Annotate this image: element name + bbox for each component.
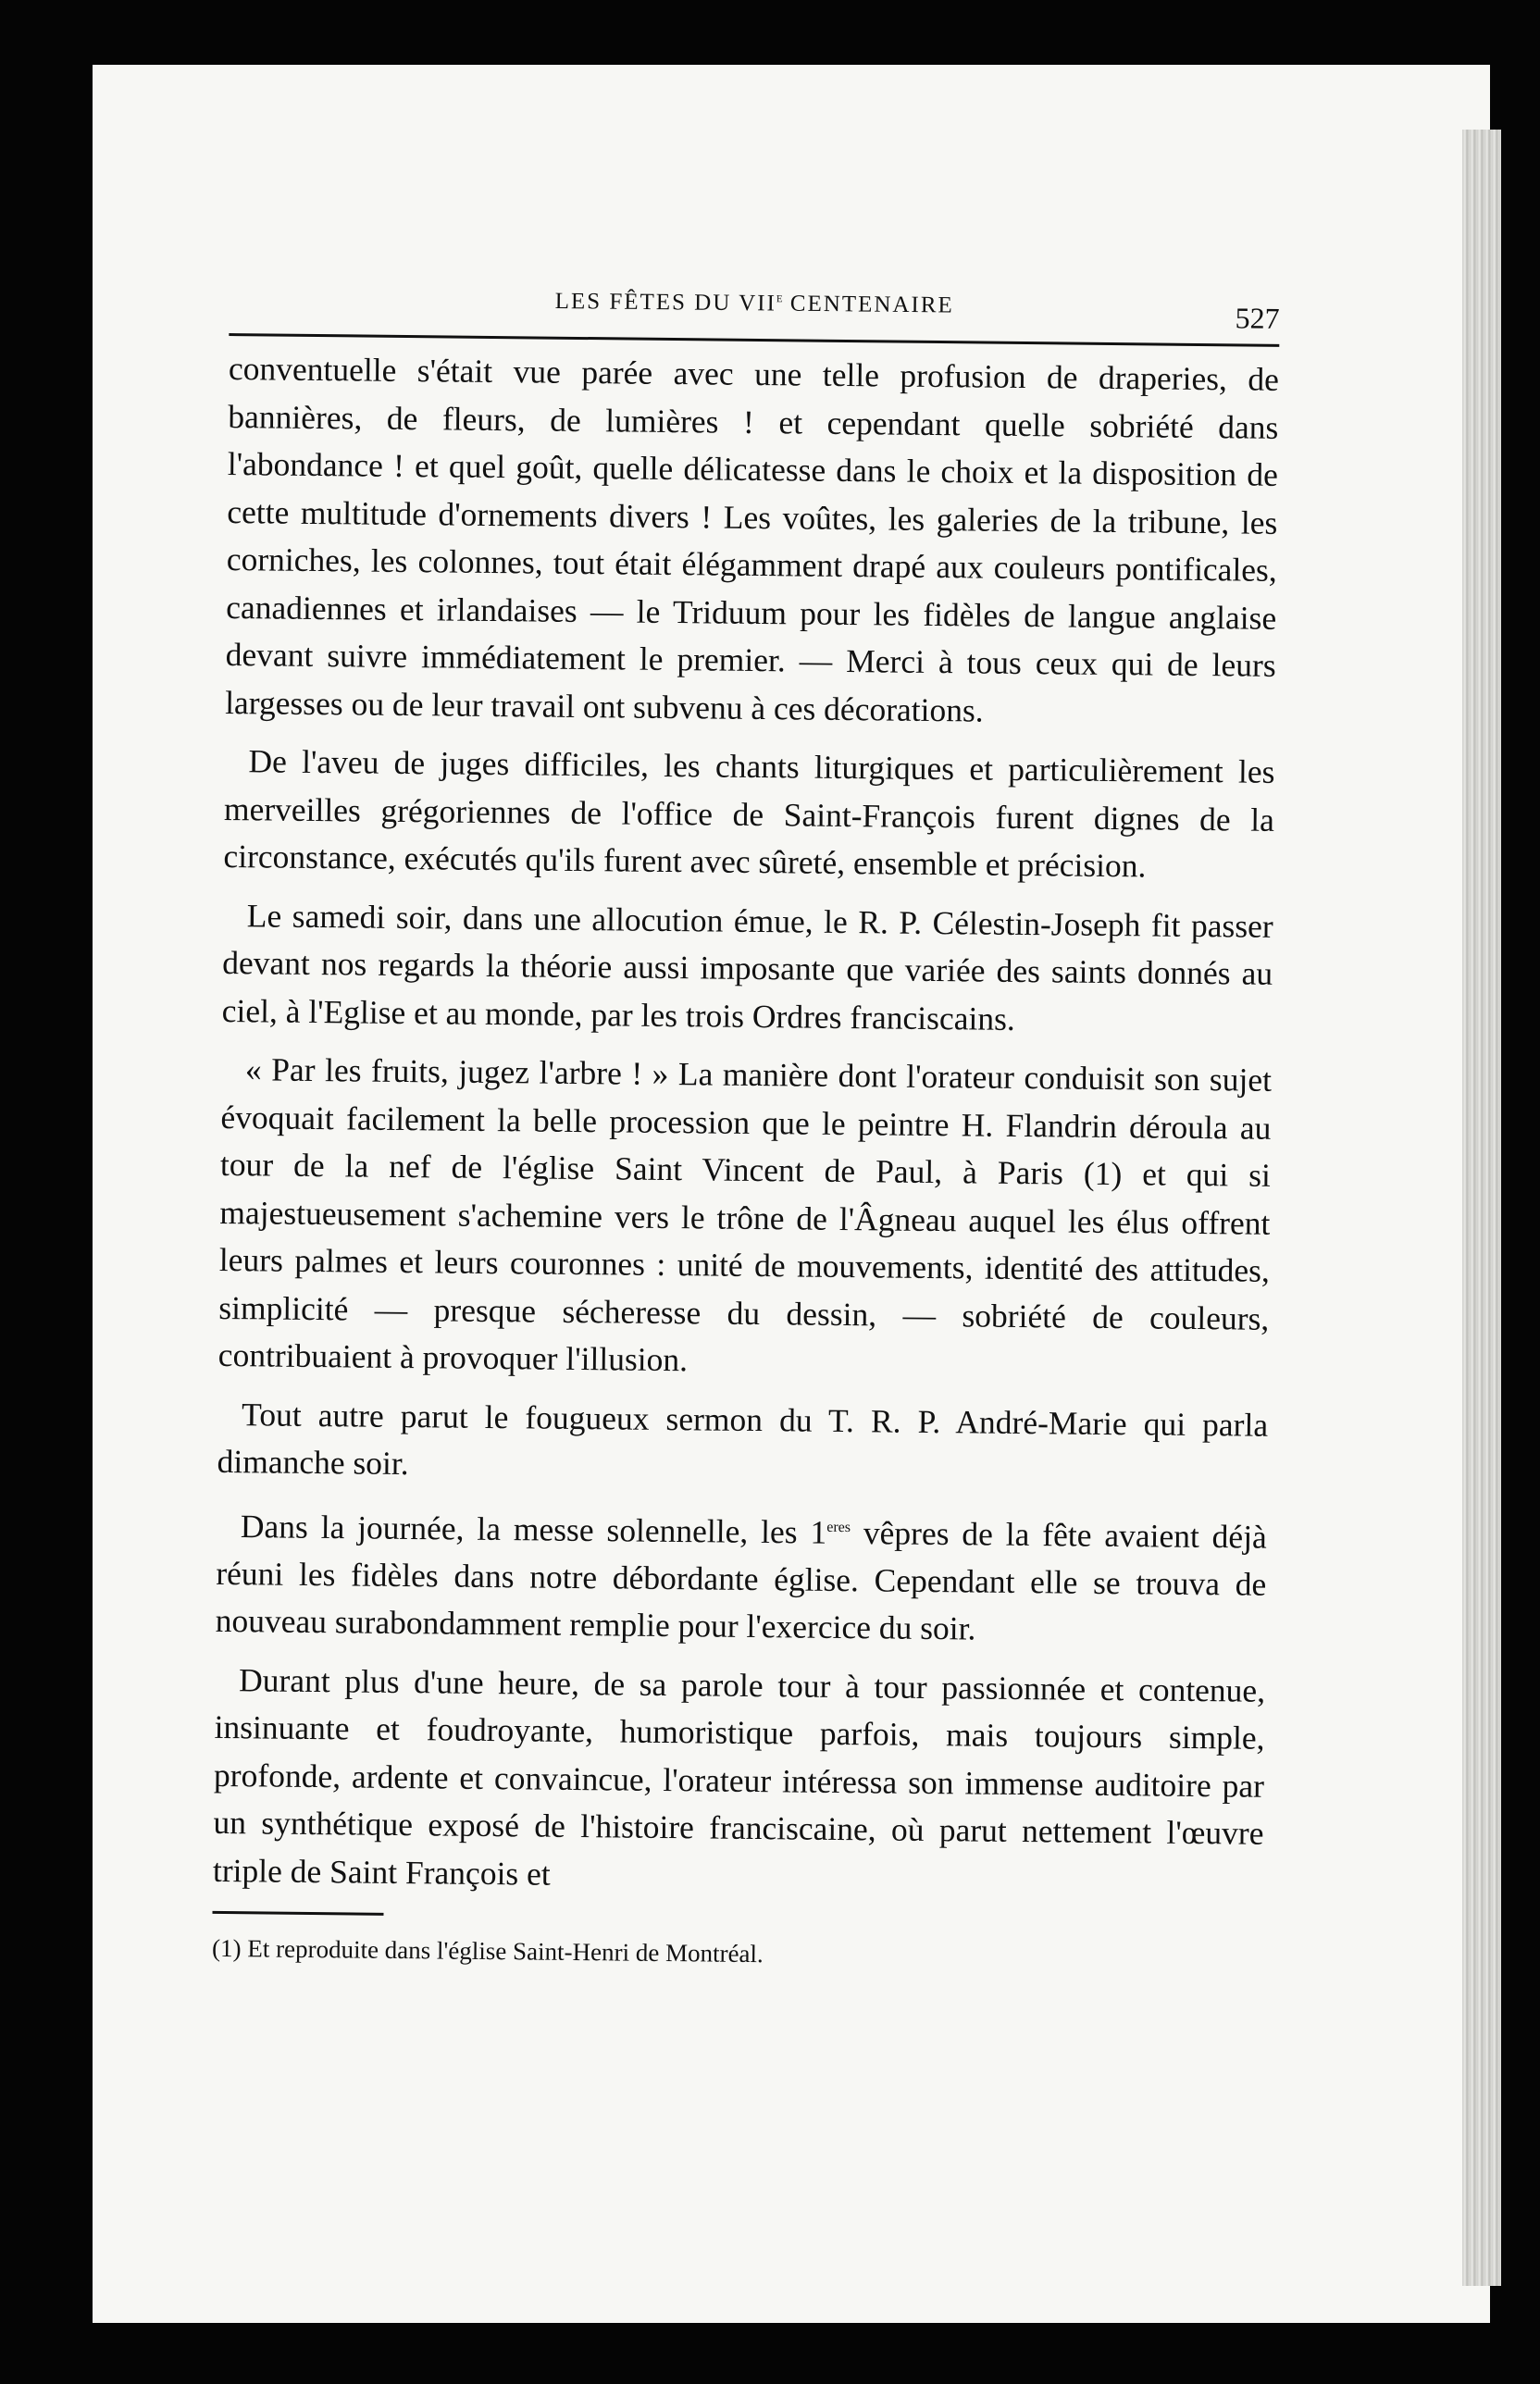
paragraph: Le samedi soir, dans une allocution émue, le R. P. Célestin-Joseph fit passer devant nos regards la théorie aussi imposante que variée des saints donnés au ciel, à l'Eglise et au monde, par les trois Ordres franciscains. xyxy=(221,896,1273,1037)
body-text xyxy=(213,345,1279,1906)
paragraph: Tout autre parut le fougueux sermon du T. R. P. André-Marie qui parla dimanche soir. xyxy=(217,1395,1269,1483)
paragraph: Durant plus d'une heure, de sa parole tour à tour passionnée et contenue, insinuante et foudroyante, humoristique parfois, mais toujours simple, profonde, ardente et convaincue, l'orateur intéressa son immense auditoire par un synthétique exposé de l'histoire franciscaine, où parut nettement l'œuvre triple de Saint François et xyxy=(212,1661,1266,1893)
footnote: (1) Et reproduite dans l'église Saint-Henri de Montréal. xyxy=(211,1934,764,1968)
paragraph: De l'aveu de juges difficiles, les chants liturgiques et particulièrement les merveilles grégoriennes de l'office de Saint-François furent dignes de la circonstance, exécutés qu'ils furent avec sûreté, ensemble et précision. xyxy=(223,742,1275,885)
paragraph: « Par les fruits, jugez l'arbre ! » La manière dont l'orateur conduisit son sujet évoquait facilement la belle procession que le peintre H. Flandrin déroula au tour de la nef de l'église Saint Vincent de Paul, à Paris (1) et qui si majestueusement s'achemine vers le trône de l'Âgneau auquel les élus offrent leurs palmes et leurs couronnes : unité de mouvements, identité des attitudes, simplicité — presque sécheresse du dessin, — sobriété de couleurs, contribuaient à provoquer l'illusion. xyxy=(217,1050,1273,1379)
running-title: LES FÊTES DU VIIe CENTENAIRE xyxy=(554,289,954,318)
page-number: 527 xyxy=(1235,301,1280,335)
paragraph: Dans la journée, la messe solennelle, les $1^{eres}$ vêpres de la fête avaient déjà réuni les fidèles dans notre débordante église. Cependant elle se trouva de nouveau surabondamment remplie pour l'exercice du soir. xyxy=(215,1507,1268,1647)
page-header xyxy=(229,278,1280,341)
page-edge xyxy=(1462,130,1501,2286)
footnote-rule xyxy=(212,1911,383,1916)
paragraph: conventuelle s'était vue parée avec une telle profusion de draperies, de bannières, de fleurs, de lumières ! et cependant quelle sobriété dans l'abondance ! et quel goût, quelle délicatesse dans le choix et la disposition de cette multitude d'ornements divers ! Les voûtes, les galeries de la tribune, les corniches, les colonnes, tout était élégamment drapé aux couleurs pontificales, canadiennes et irlandaises — le Triduum pour les fidèles de langue anglaise devant suivre immédiatement le premier. — Merci à tous ceux qui de leurs largesses ou de leur travail ont subvenu à ces décorations. xyxy=(224,349,1280,729)
page-content xyxy=(212,278,1280,1974)
